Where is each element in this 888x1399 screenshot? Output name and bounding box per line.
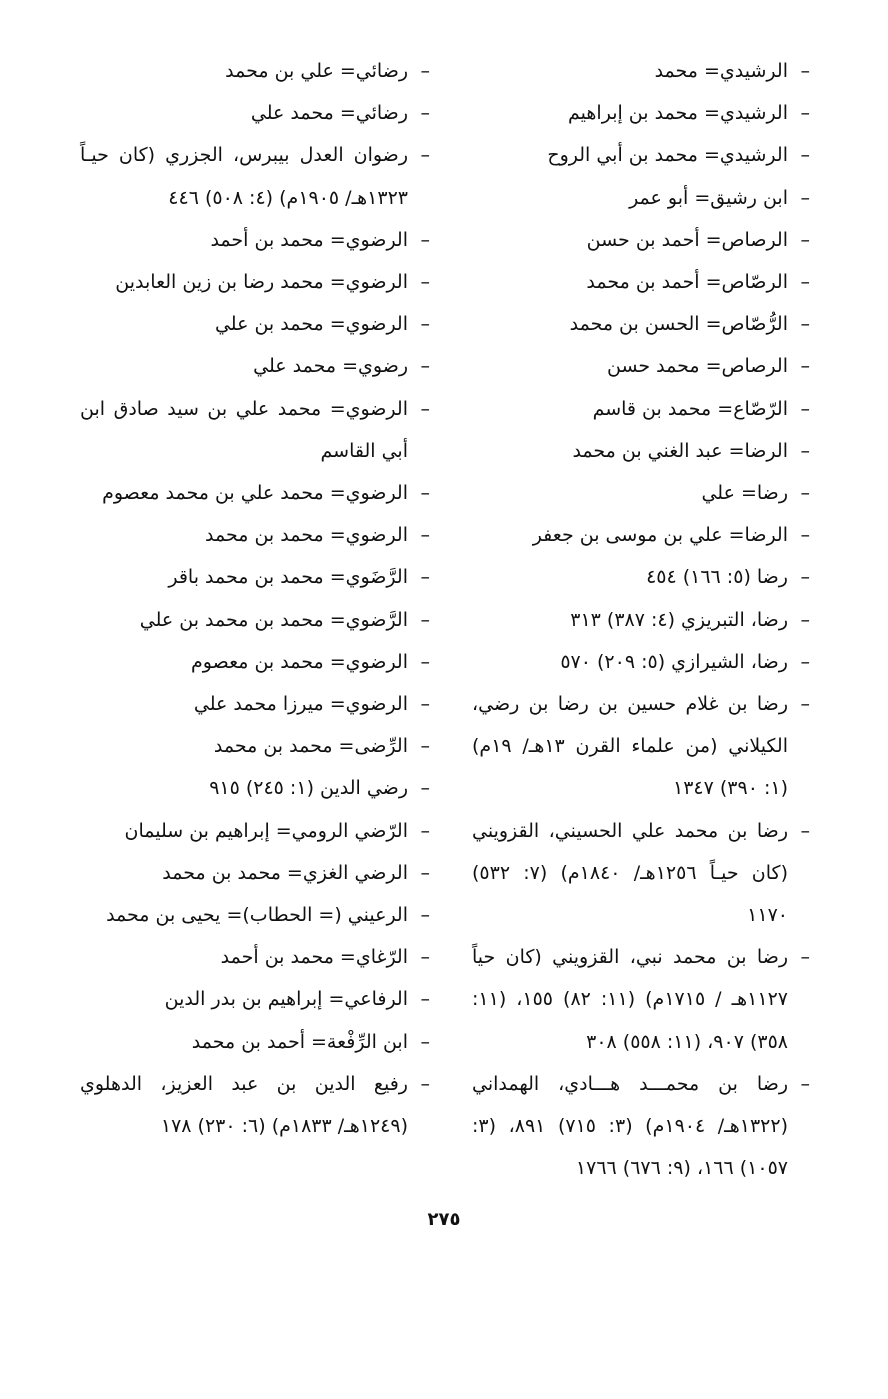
entry-dash: – [420, 1072, 430, 1095]
entry-text: الرُّصّاص= الحسن بن محمد [569, 313, 788, 336]
entry-dash: – [800, 693, 810, 716]
entry-text: الرصّاص= أحمد بن محمد [586, 271, 788, 294]
entry-text: الرشيدي= محمد بن إبراهيم [568, 102, 788, 125]
index-entry [80, 978, 432, 1020]
entry-dash: – [800, 482, 810, 505]
entry-text: رضا بن غلام حسين بن رضا بن رضي، الكيلاني (من علماء القرن ١٣هـ/ ١٩م) (١: ٣٩٠) ١٣٤٧ [472, 693, 788, 800]
entry-dash: – [800, 271, 810, 294]
index-entry [80, 936, 432, 978]
entry-text: الرعيني (= الحطاب)= يحيى بن محمد [106, 904, 408, 927]
index-entry [80, 388, 432, 472]
index-entry [80, 134, 432, 218]
entry-text: الرضوي= محمد رضا بن زين العابدين [115, 271, 408, 294]
entry-text: رفيع الدين بن عبد العزيز، الدهلوي (١٢٤٩هـ/ ١٨٣٣م) (٦: ٢٣٠) ١٧٨ [80, 1072, 408, 1138]
entry-text: الرَّضَوي= محمد بن محمد باقر [168, 566, 408, 589]
index-entry [472, 430, 812, 472]
entry-text: الرشيدي= محمد [654, 60, 788, 82]
index-entry [80, 1021, 432, 1063]
entry-dash: – [800, 1072, 810, 1095]
index-entry [80, 599, 432, 641]
entry-text: الرصاص= محمد حسن [606, 355, 788, 378]
entry-dash: – [420, 777, 430, 800]
entry-text: الرّصّاع= محمد بن قاسم [592, 397, 788, 420]
entry-dash: – [420, 313, 430, 336]
index-entry [80, 767, 432, 809]
index-entry [80, 894, 432, 936]
entry-text: الرضوي= محمد بن أحمد [210, 228, 408, 251]
entry-dash: – [800, 608, 810, 631]
entry-text: رضا بن محمد نبي، القزويني (كان حياً ١١٢٧هـ / ١٧١٥م) (١١: ٨٢) ١٥٥، (١١: ٣٥٨) ٩٠٧، (١١: ٥٥٨) ٣٠٨ [472, 946, 788, 1053]
entry-dash: – [800, 524, 810, 547]
entry-text: رضا= علي [701, 482, 788, 505]
entry-text: الرضي الغزي= محمد بن محمد [162, 861, 408, 884]
entry-dash: – [800, 650, 810, 673]
entry-text: الرضوي= محمد بن معصوم [191, 650, 408, 673]
entry-text: الرصاص= أحمد بن حسن [586, 228, 788, 251]
entry-dash: – [800, 355, 810, 378]
index-entry [472, 134, 812, 176]
entry-text: الرشيدي= محمد بن أبي الروح [547, 144, 788, 167]
entry-dash: – [420, 861, 430, 884]
entry-text: رضائي= محمد علي [250, 102, 408, 125]
entry-text: رضوان العدل بيبرس، الجزري (كان حيـاً ١٣٢٣هـ/ ١٩٠٥م) (٤: ٥٠٨) ٤٤٦ [80, 144, 408, 209]
entry-text: الرضوي= محمد علي بن سيد صادق ابن أبي القاسم [80, 397, 408, 462]
index-entry [80, 303, 432, 345]
entry-text: الرضا= عبد الغني بن محمد [572, 439, 788, 462]
index-entry [472, 472, 812, 514]
index-entry [472, 641, 812, 683]
entry-dash: – [800, 439, 810, 462]
index-entry [472, 599, 812, 641]
entry-dash: – [800, 566, 810, 589]
entry-dash: – [800, 313, 810, 336]
entry-dash: – [420, 144, 430, 167]
index-entry [472, 345, 812, 387]
index-entry [472, 261, 812, 303]
index-entry [80, 683, 432, 725]
entry-text: رضا بن محمـــد هـــادي، الهمداني (١٣٢٢هـ/ ١٩٠٤م) (٣: ٧١٥) ٨٩١، (٣: ١٠٥٧) ١٦٦، (٩: ٦٧٦) ١٧٦٦ [472, 1072, 788, 1180]
entry-dash: – [420, 1030, 430, 1053]
entry-dash: – [800, 102, 810, 125]
entry-text: الرَّضوي= محمد بن محمد بن علي [139, 608, 408, 631]
entry-dash: – [420, 819, 430, 842]
entry-text: الرضوي= محمد بن علي [214, 313, 408, 336]
index-entry [80, 1063, 432, 1147]
index-entry [472, 92, 812, 134]
entry-dash: – [420, 228, 430, 251]
entry-text: رضائي= علي بن محمد [225, 60, 408, 82]
entry-text: رضا بن محمد علي الحسيني، القزويني (كان حيـاً ١٢٥٦هـ/ ١٨٤٠م) (٧: ٥٣٢) ١١٧٠ [472, 819, 788, 927]
index-entry [80, 556, 432, 598]
index-entry [80, 345, 432, 387]
entry-dash: – [420, 355, 430, 378]
entry-text: الرفاعي= إبراهيم بن بدر الدين [164, 988, 408, 1011]
entry-text: رضا، الشيرازي (٥: ٢٠٩) ٥٧٠ [560, 650, 788, 673]
entry-text: الرضوي= ميرزا محمد علي [193, 693, 408, 716]
page-number: ٢٧٥ [427, 1209, 461, 1230]
entry-text: رضي الدين (١: ٢٤٥) ٩١٥ [209, 777, 408, 800]
entry-text: رضوي= محمد علي [253, 355, 408, 378]
entry-dash: – [420, 988, 430, 1011]
index-entry [80, 514, 432, 556]
entry-dash: – [420, 102, 430, 125]
entry-text: الرّضي الرومي= إبراهيم بن سليمان [124, 819, 408, 842]
entry-dash: – [420, 650, 430, 673]
entry-dash: – [800, 397, 810, 420]
entry-text: ابن الرِّفْعة= أحمد بن محمد [191, 1030, 408, 1053]
index-entry [80, 810, 432, 852]
entry-dash: – [420, 904, 430, 927]
entry-text: الرضا= علي بن موسى بن جعفر [532, 524, 788, 547]
entry-dash: – [420, 60, 430, 82]
entry-dash: – [420, 608, 430, 631]
index-entry [472, 936, 812, 1063]
entry-dash: – [800, 60, 810, 82]
entry-dash: – [800, 819, 810, 842]
index-entry [80, 261, 432, 303]
entry-dash: – [800, 228, 810, 251]
index-entry [472, 303, 812, 345]
entry-dash: – [420, 482, 430, 505]
entry-dash: – [420, 946, 430, 969]
index-entry [80, 641, 432, 683]
index-entry [80, 92, 432, 134]
index-entry [80, 852, 432, 894]
index-entry [80, 219, 432, 261]
index-entry [472, 514, 812, 556]
index-entry [472, 556, 812, 598]
index-entry [472, 388, 812, 430]
entry-dash: – [420, 524, 430, 547]
entry-text: رضا، التبريزي (٤: ٣٨٧) ٣١٣ [570, 608, 788, 631]
index-entry [472, 683, 812, 810]
left-column [80, 50, 432, 1147]
index-entry [472, 219, 812, 261]
entry-text: الرّغاي= محمد بن أحمد [220, 946, 408, 969]
index-entry [80, 725, 432, 767]
index-entry [80, 472, 432, 514]
entry-dash: – [420, 693, 430, 716]
index-entry [472, 810, 812, 937]
right-column [472, 50, 812, 1189]
entry-dash: – [420, 271, 430, 294]
entry-text: الرِّضى= محمد بن محمد [213, 735, 408, 758]
index-entry [472, 50, 812, 92]
entry-dash: – [800, 946, 810, 969]
entry-text: الرضوي= محمد بن محمد [205, 524, 408, 547]
entry-text: ابن رشيق= أبو عمر [629, 186, 788, 209]
entry-dash: – [800, 186, 810, 209]
index-entry [472, 177, 812, 219]
entry-dash: – [800, 144, 810, 167]
entry-text: الرضوي= محمد علي بن محمد معصوم [102, 482, 408, 505]
entry-dash: – [420, 397, 430, 420]
entry-dash: – [420, 566, 430, 589]
entry-dash: – [420, 735, 430, 758]
entry-text: رضا (٥: ١٦٦) ٤٥٤ [646, 566, 788, 589]
index-entry [80, 50, 432, 92]
index-entry [472, 1063, 812, 1190]
